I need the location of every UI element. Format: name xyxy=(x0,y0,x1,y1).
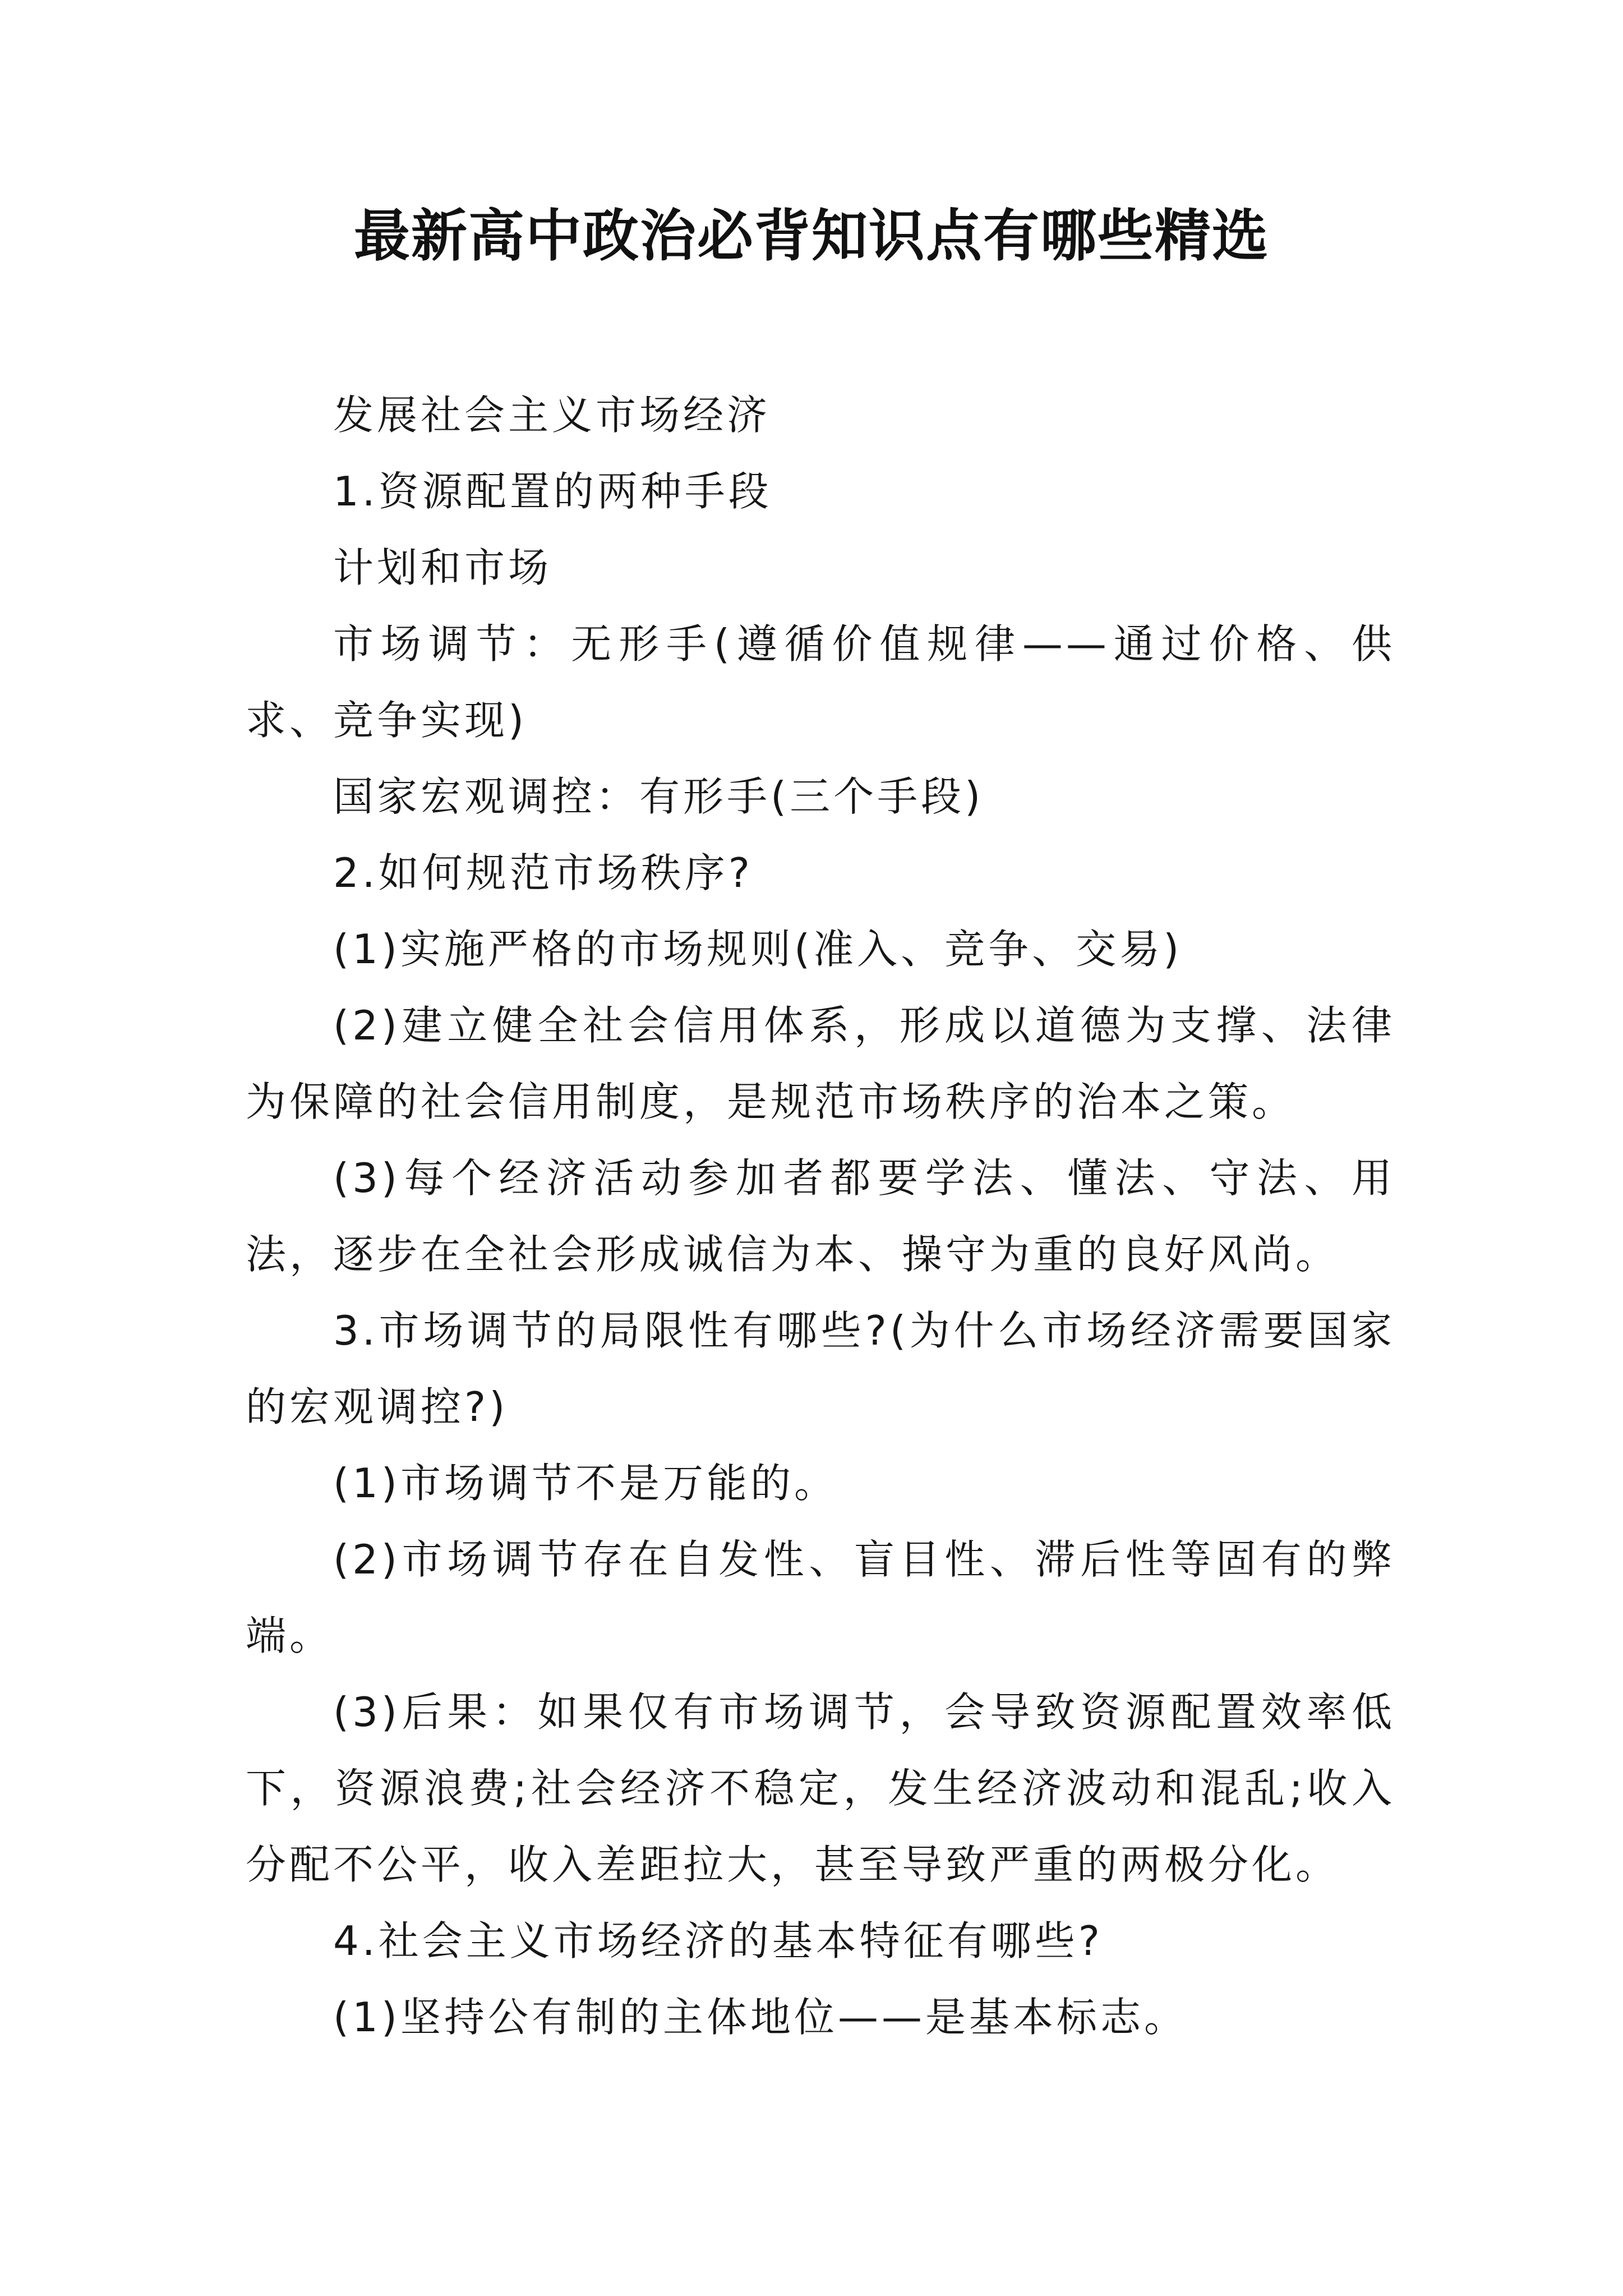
section-heading: 发展社会主义市场经济 xyxy=(333,392,771,439)
list-item: (3)每个经济活动参加者都要学法、懂法、守法、用法，逐步在全社会形成诚信为本、操守为重的良好风尚。 xyxy=(246,1154,1395,1278)
body-paragraph: 市场调节：无形手(遵循价值规律——通过价格、供求、竞争实现) xyxy=(246,620,1395,744)
list-item: (1)市场调节不是万能的。 xyxy=(333,1460,838,1507)
list-item: (2)建立健全社会信用体系，形成以道德为支撑、法律为保障的社会信用制度，是规范市场秩序的治本之策。 xyxy=(246,1002,1395,1125)
body-paragraph: 计划和市场 xyxy=(333,544,552,591)
body-paragraph: 国家宏观调控：有形手(三个手段) xyxy=(333,773,984,820)
question-heading: 3.市场调节的局限性有哪些?(为什么市场经济需要国家的宏观调控?) xyxy=(246,1307,1395,1430)
list-item: (2)市场调节存在自发性、盲目性、滞后性等固有的弊端。 xyxy=(246,1536,1395,1659)
list-item: (1)实施严格的市场规则(准入、竞争、交易) xyxy=(333,926,1183,973)
question-heading: 1.资源配置的两种手段 xyxy=(333,468,772,515)
document-body xyxy=(246,377,1395,2055)
list-item: (1)坚持公有制的主体地位——是基本标志。 xyxy=(333,1994,1188,2041)
list-item: (3)后果：如果仅有市场调节，会导致资源配置效率低下，资源浪费;社会经济不稳定，发生经济波动和混乱;收入分配不公平，收入差距拉大，甚至导致严重的两极分化。 xyxy=(246,1688,1395,1888)
question-heading: 4.社会主义市场经济的基本特征有哪些? xyxy=(333,1917,1103,1964)
question-heading: 2.如何规范市场秩序? xyxy=(333,849,753,896)
document-title: 最新高中政治必背知识点有哪些精选 xyxy=(354,203,1269,269)
